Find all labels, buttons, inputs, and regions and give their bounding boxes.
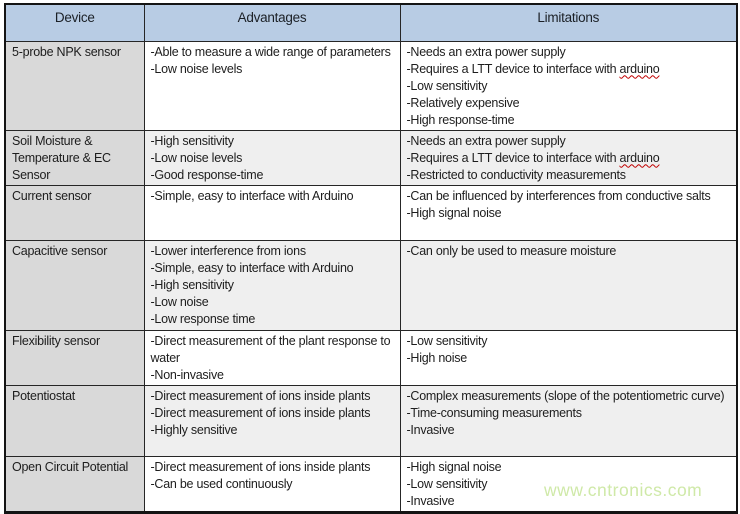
limitation-item: -High signal noise — [406, 459, 502, 474]
table-row-flexibility-sensor — [5, 330, 737, 385]
limitation-item: -Restricted to conductivity measurements — [406, 167, 626, 182]
advantage-item: -Simple, easy to interface with Arduino — [150, 260, 354, 275]
table-row-current-sensor — [5, 185, 737, 240]
header-cell-limitations: Limitations — [400, 4, 737, 41]
advantage-item: -Lower interference from ions — [150, 243, 306, 258]
limitation-item: -Complex measurements (slope of the potentiometric curve) — [406, 388, 725, 403]
device-cell: 5-probe NPK sensor — [5, 41, 144, 130]
advantage-item: -Low noise — [150, 294, 209, 309]
limitation-item: -Requires a LTT device to interface with arduino — [406, 150, 660, 165]
limitation-item: -High signal noise — [406, 205, 502, 220]
advantage-item: -Able to measure a wide range of parameters — [150, 44, 391, 59]
limitation-item: -Low sensitivity — [406, 78, 488, 93]
table-row-soil-moisture-sensor — [5, 130, 737, 185]
limitation-item: -Can only be used to measure moisture — [406, 243, 617, 258]
limitation-item: -Low sensitivity — [406, 333, 488, 348]
limitation-item: -High response-time — [406, 112, 515, 127]
limitation-item: -Low sensitivity — [406, 476, 488, 491]
misspelled-word: arduino — [619, 61, 660, 76]
advantage-item: -High sensitivity — [150, 277, 234, 292]
limitation-item: -Time-consuming measurements — [406, 405, 582, 420]
limitation-item: -Needs an extra power supply — [406, 44, 566, 59]
advantages-cell — [144, 330, 400, 385]
advantages-cell — [144, 456, 400, 512]
limitations-cell — [400, 185, 737, 240]
advantages-cell — [144, 130, 400, 185]
limitations-cell — [400, 41, 737, 130]
advantages-cell — [144, 240, 400, 330]
advantage-item: -High sensitivity — [150, 133, 234, 148]
advantage-item: -Low noise levels — [150, 150, 243, 165]
limitations-cell — [400, 240, 737, 330]
table-row-potentiostat — [5, 385, 737, 456]
limitations-cell — [400, 330, 737, 385]
advantage-item: -Simple, easy to interface with Arduino — [150, 188, 354, 203]
header-cell-advantages: Advantages — [144, 4, 400, 41]
table-row-capacitive-sensor — [5, 240, 737, 330]
advantage-item: -Non-invasive — [150, 367, 224, 382]
limitation-item: -Relatively expensive — [406, 95, 520, 110]
limitation-item: -Needs an extra power supply — [406, 133, 566, 148]
advantages-cell — [144, 41, 400, 130]
table-row-npk-sensor — [5, 41, 737, 130]
advantage-item: -Direct measurement of ions inside plants — [150, 459, 371, 474]
limitation-item: -High noise — [406, 350, 467, 365]
limitations-cell — [400, 130, 737, 185]
watermark: www.cntronics.com — [544, 480, 703, 500]
advantages-cell — [144, 385, 400, 456]
device-cell: Potentiostat — [5, 385, 144, 456]
limitations-cell — [400, 385, 737, 456]
header-cell-device: Device — [5, 4, 144, 41]
limitation-item: -Can be influenced by interferences from conductive salts — [406, 188, 711, 203]
advantage-item: -Low response time — [150, 311, 256, 326]
device-cell: Capacitive sensor — [5, 240, 144, 330]
advantage-item: -Highly sensitive — [150, 422, 238, 437]
sensor-comparison-table — [4, 3, 738, 514]
advantage-item: -Direct measurement of ions inside plants — [150, 405, 371, 420]
device-cell: Current sensor — [5, 185, 144, 240]
advantage-item: -Good response-time — [150, 167, 264, 182]
advantage-item: -Direct measurement of ions inside plants — [150, 388, 371, 403]
device-cell: Soil Moisture & Temperature & EC Sensor — [5, 130, 144, 185]
advantages-cell — [144, 185, 400, 240]
device-cell: Open Circuit Potential — [5, 456, 144, 512]
advantage-item: -Direct measurement of the plant response to water — [150, 333, 391, 365]
advantage-item: -Low noise levels — [150, 61, 243, 76]
misspelled-word: arduino — [619, 150, 660, 165]
limitation-item: -Invasive — [406, 493, 455, 508]
header-row — [5, 4, 737, 41]
advantage-item: -Can be used continuously — [150, 476, 293, 491]
limitation-item: -Requires a LTT device to interface with arduino — [406, 61, 660, 76]
limitation-item: -Invasive — [406, 422, 455, 437]
device-cell: Flexibility sensor — [5, 330, 144, 385]
